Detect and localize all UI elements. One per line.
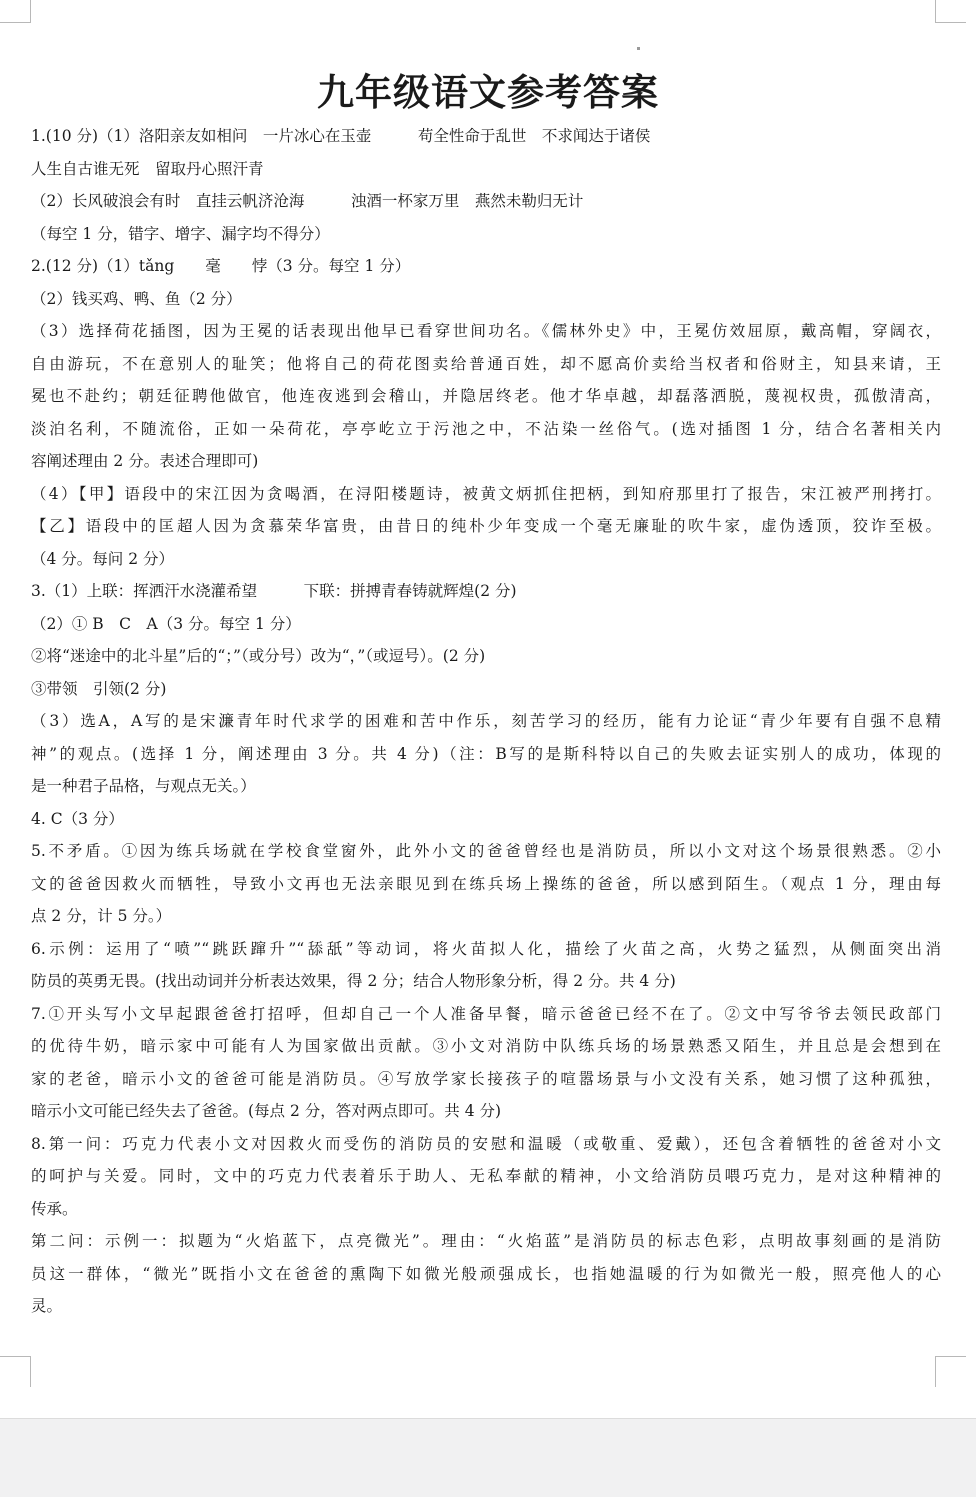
text-line: 是一种君子品格，与观点无关。） [31,777,256,795]
text-line: 的呵护与关爱。同时，文中的巧克力代表着乐于助人、无私奉献的精神，小文给消防员喂巧克力，是对这种精神的 [31,1167,941,1185]
text-line: （4 分。每问 2 分） [31,549,175,568]
page-corner-mark [935,0,966,23]
text-line: ②将“迷途中的北斗星”后的“；”（或分号）改为“，”（或逗号）。(2 分) [31,647,486,665]
text-line: （3）选A，A写的是宋濂青年时代求学的困难和苦中作乐，刻苦学习的经历，能有力论证“青少年要有自强不息精 [31,712,941,730]
document-title: 九年级语文参考答案 [317,70,659,114]
page-corner-mark [0,0,31,23]
text-line: 2.(12 分)（1）tǎng 毫 悖（3 分。每空 1 分） [31,257,411,275]
text-line: 点 2 分，计 5 分。） [31,907,172,925]
text-line: （4）【甲】语段中的宋江因为贪喝酒，在浔阳楼题诗，被黄文炳抓住把柄，到知府那里打了报告，宋江被严刑拷打。 [31,484,941,503]
text-line: （2）钱买鸡、鸭、鱼（2 分） [31,289,242,308]
text-line: 防员的英勇无畏。(找出动词并分析表达效果，得 2 分；结合人物形象分析，得 2 分。共 4 分) [31,972,676,990]
answer-body [31,120,941,1323]
text-line: 家的老爸，暗示小文的爸爸可能是消防员。④写放学家长接孩子的喧嚣场景与小文没有关系，她习惯了这种孤独， [31,1069,941,1088]
text-line: 神”的观点。(选择 1 分，阐述理由 3 分。共 4 分)（注：B写的是斯科特以自己的失败去证实别人的成功，体现的 [31,744,941,763]
text-line: 灵。 [31,1297,63,1315]
text-line: （3）选择荷花插图，因为王冕的话表现出他早已看穿世间功名。《儒林外史》中，王冕仿效屈原，戴高帽，穿阔衣， [31,322,941,340]
text-line: 1.(10 分)（1）洛阳亲友如相问 一片冰心在玉壶 苟全性命于乱世 不求闻达于诸侯 [31,127,651,145]
text-line: （每空 1 分，错字、增字、漏字均不得分） [31,224,330,243]
text-line: （2）① B C A（3 分。每空 1 分） [31,614,301,633]
text-line: 5.不矛盾。①因为练兵场就在学校食堂窗外，此外小文的爸爸曾经也是消防员，所以小文对这个场景很熟悉。②小 [31,842,941,860]
text-line: 传承。 [31,1199,78,1218]
text-line: ③带领 引领(2 分) [31,679,167,698]
text-line: 3.（1）上联：挥洒汗水浇灌希望 下联：拼搏青春铸就辉煌(2 分) [31,582,517,600]
text-line: 文的爸爸因救火而牺牲，导致小文再也无法亲眼见到在练兵场上操练的爸爸，所以感到陌生。（观点 1 分，理由每 [31,874,941,893]
text-line: 淡泊名利，不随流俗，正如一朵荷花，亭亭屹立于污池之中，不沾染一丝俗气。(选对插图 1 分，结合名著相关内 [31,419,941,438]
text-line: 自由游玩，不在意别人的耻笑；他将自己的荷花图卖给普通百姓，却不愿高价卖给当权者和俗财主，知县来请，王 [31,354,941,373]
stray-dot [637,47,640,50]
text-line: 人生自古谁无死 留取丹心照汗青 [31,159,264,178]
text-line: 暗示小文可能已经失去了爸爸。(每点 2 分，答对两点即可。共 4 分) [31,1102,502,1120]
page-corner-mark [935,1356,966,1387]
text-line: 容阐述理由 2 分。表述合理即可) [31,452,259,470]
text-line: 7.①开头写小文早起跟爸爸打招呼，但却自己一个人准备早餐，暗示爸爸已经不在了。②文中写爷爷去领民政部门 [31,1004,941,1023]
text-line: 的优待牛奶，暗示家中可能有人为国家做出贡献。③小文对消防中队练兵场的场景熟悉又陌生，并且总是会想到在 [31,1037,941,1055]
text-line: 8.第一问：巧克力代表小文对因救火而受伤的消防员的安慰和温暖（或敬重、爱戴），还包含着牺牲的爸爸对小文 [31,1134,941,1153]
text-line: 4. C（3 分） [31,809,124,828]
text-line: 6.示例：运用了“喷”“跳跃蹿升”“舔舐”等动词，将火苗拟人化，描绘了火苗之高，火势之猛烈，从侧面突出消 [31,939,941,958]
text-line: 【乙】语段中的匡超人因为贪慕荣华富贵，由昔日的纯朴少年变成一个毫无廉耻的吹牛家，虚伪透顶，狡诈至极。 [31,517,941,535]
page-corner-mark [0,1356,31,1387]
text-line: （2）长风破浪会有时 直挂云帆济沧海 浊酒一杯家万里 燕然未勒归无计 [31,192,584,210]
text-line: 第二问：示例一：拟题为“火焰蓝下，点亮微光”。理由：“火焰蓝”是消防员的标志色彩，点明故事刻画的是消防 [31,1232,941,1250]
text-line: 员这一群体，“微光”既指小文在爸爸的熏陶下如微光般顽强成长，也指她温暖的行为如微光一般，照亮他人的心 [31,1264,941,1283]
text-line: 冕也不赴约；朝廷征聘他做官，他连夜逃到会稽山，并隐居终老。他才华卓越，却磊落洒脱，蔑视权贵，孤傲清高， [31,387,941,405]
